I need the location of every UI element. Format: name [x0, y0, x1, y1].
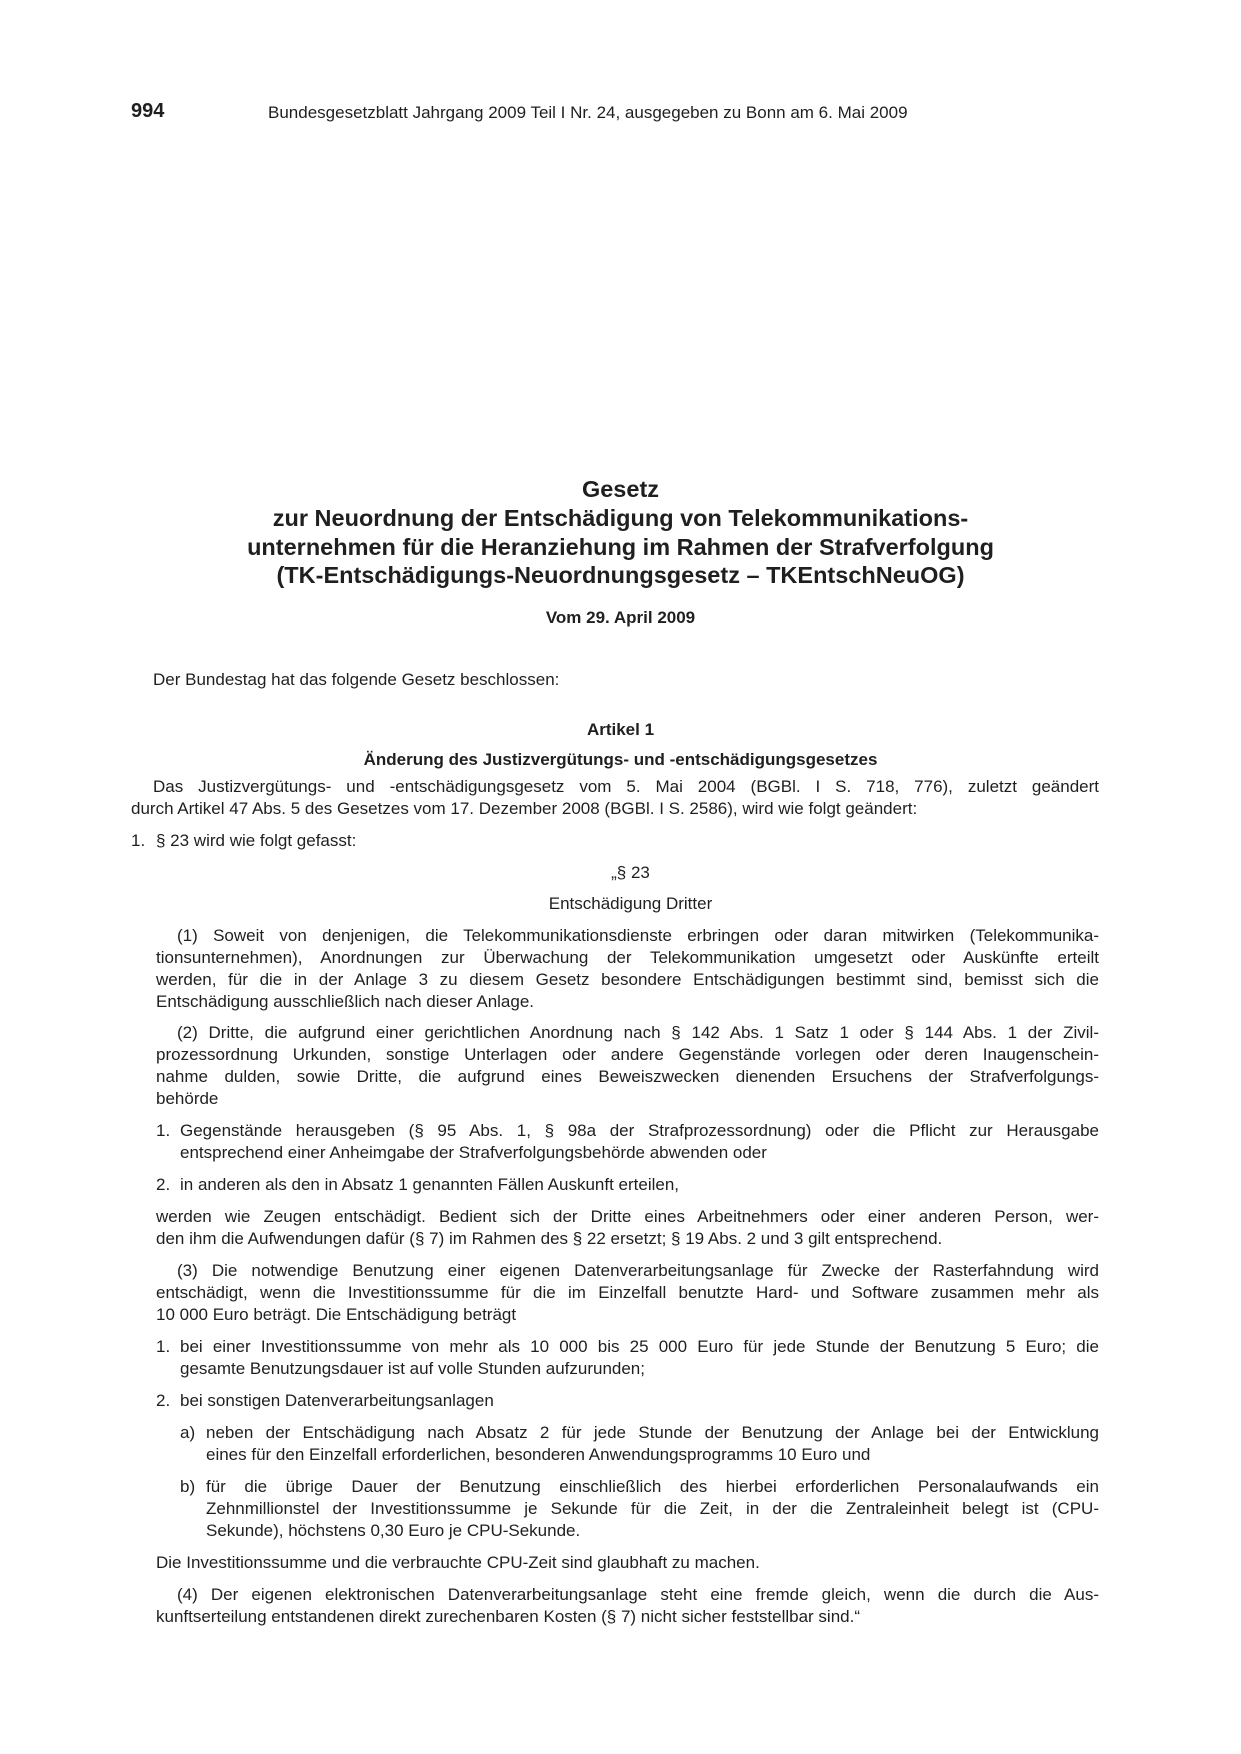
paragraph-line: werden, für die in der Anlage 3 zu diesem Gesetz besondere Entschädigungen bestimmt sind, bemisst sich die: [156, 970, 1099, 989]
list-item-number: 1.: [156, 1121, 171, 1140]
paragraph-line: behörde: [156, 1089, 219, 1108]
paragraph-line: nahme dulden, sowie Dritte, die aufgrund eines Beweiszwecken dienenden Ersuchens der Strafverfolgungs-: [156, 1067, 1099, 1086]
law-title-line-4: (TK-Entschädigungs-Neuordnungsgesetz – TKEntschNeuOG): [276, 562, 965, 588]
law-title-line-2: zur Neuordnung der Entschädigung von Telekommunikations-: [272, 505, 969, 531]
sublist-item-text: neben der Entschädigung nach Absatz 2 für jede Stunde der Benutzung der Anlage bei der Entwicklung: [206, 1423, 1099, 1442]
list-item-text: gesamte Benutzungsdauer ist auf volle Stunden aufzurunden;: [180, 1359, 645, 1378]
sublist-item-text: eines für den Einzelfall erforderlichen, besonderen Anwendungsprogramms 10 Euro und: [206, 1445, 871, 1464]
section-title: Entschädigung Dritter: [548, 894, 713, 913]
list-item-text: bei einer Investitionssumme von mehr als 10 000 bis 25 000 Euro für jede Stunde der Benutzung 5 Euro; die: [180, 1337, 1099, 1356]
list-item-text: entsprechend einer Anheimgabe der Strafverfolgungsbehörde abwenden oder: [180, 1143, 767, 1162]
section-sign: „§ 23: [611, 863, 650, 882]
sublist-item-letter: b): [180, 1477, 196, 1496]
paragraph-line: tionsunternehmen), Anordnungen zur Überwachung der Telekommunikation umgesetzt oder Auskünfte erteilt: [156, 948, 1099, 967]
paragraph-line: Die Investitionssumme und die verbrauchte CPU-Zeit sind glaubhaft zu machen.: [156, 1553, 760, 1572]
running-header: Bundesgesetzblatt Jahrgang 2009 Teil I Nr. 24, ausgegeben zu Bonn am 6. Mai 2009: [268, 103, 908, 122]
list-item-number: 2.: [156, 1175, 171, 1194]
enactment-clause: Der Bundestag hat das folgende Gesetz beschlossen:: [153, 670, 560, 689]
list-item-text: in anderen als den in Absatz 1 genannten Fällen Auskunft erteilen,: [180, 1175, 680, 1194]
law-title-gesetz: Gesetz: [581, 476, 660, 502]
list-item-number: 1.: [156, 1337, 171, 1356]
paragraph-line: Entschädigung ausschließlich nach dieser Anlage.: [156, 992, 535, 1011]
paragraph-line: (1) Soweit von denjenigen, die Telekommunikationsdienste erbringen oder daran mitwirken (Telekommunika-: [177, 926, 1099, 945]
list-item-text: bei sonstigen Datenverarbeitungsanlagen: [180, 1391, 494, 1410]
law-date: Vom 29. April 2009: [545, 608, 696, 627]
list-item-number: 2.: [156, 1391, 171, 1410]
article-heading: Artikel 1: [586, 720, 655, 739]
paragraph-line: (3) Die notwendige Benutzung einer eigenen Datenverarbeitungsanlage für Zwecke der Rasterfahndung wird: [177, 1261, 1099, 1280]
paragraph-line: (2) Dritte, die aufgrund einer gerichtlichen Anordnung nach § 142 Abs. 1 Satz 1 oder § 144 Abs. 1 der Zivil-: [177, 1023, 1099, 1042]
paragraph-line: entschädigt, wenn die Investitionssumme für die im Einzelfall benutzte Hard- und Software zusammen mehr als: [156, 1283, 1099, 1302]
list-item-text: Gegenstände herausgeben (§ 95 Abs. 1, § 98a der Strafprozessordnung) oder die Pflicht zur Herausgabe: [180, 1121, 1099, 1140]
paragraph-line: werden wie Zeugen entschädigt. Bedient sich der Dritte eines Arbeitnehmers oder einer anderen Person, wer-: [156, 1207, 1099, 1226]
sublist-item-letter: a): [180, 1423, 196, 1442]
paragraph-line: kunftserteilung entstandenen direkt zurechenbaren Kosten (§ 7) nicht sicher feststellbar sind.“: [156, 1607, 861, 1626]
law-title-line-3: unternehmen für die Heranziehung im Rahmen der Strafverfolgung: [247, 534, 994, 560]
article-intro-line: durch Artikel 47 Abs. 5 des Gesetzes vom 17. Dezember 2008 (BGBl. I S. 2586), wird wie folgt geändert:: [131, 799, 918, 818]
page-number: 994: [131, 100, 165, 122]
sublist-item-text: Sekunde), höchstens 0,30 Euro je CPU-Sekunde.: [206, 1521, 581, 1540]
list-item-text: § 23 wird wie folgt gefasst:: [156, 831, 357, 850]
paragraph-line: prozessordnung Urkunden, sonstige Unterlagen oder andere Gegenstände vorlegen oder deren Inaugenschein-: [156, 1045, 1099, 1064]
paragraph-line: den ihm die Aufwendungen dafür (§ 7) im Rahmen des § 22 ersetzt; § 19 Abs. 2 und 3 gilt entsprechend.: [156, 1229, 943, 1248]
paragraph-line: (4) Der eigenen elektronischen Datenverarbeitungsanlage steht eine fremde gleich, wenn die durch die Aus-: [177, 1585, 1099, 1604]
article-intro-line: Das Justizvergütungs- und -entschädigungsgesetz vom 5. Mai 2004 (BGBl. I S. 718, 776), zuletzt geändert: [153, 777, 1099, 796]
list-item-number: 1.: [131, 831, 146, 850]
sublist-item-text: für die übrige Dauer der Benutzung einschließlich des hierbei erforderlichen Personalaufwands ein: [206, 1477, 1099, 1496]
sublist-item-text: Zehnmillionstel der Investitionssumme je Sekunde für die Zeit, in der die Zentraleinheit belegt ist (CPU-: [206, 1499, 1099, 1518]
paragraph-line: 10 000 Euro beträgt. Die Entschädigung beträgt: [156, 1305, 517, 1324]
article-subheading: Änderung des Justizvergütungs- und -entschädigungsgesetzes: [363, 750, 878, 769]
